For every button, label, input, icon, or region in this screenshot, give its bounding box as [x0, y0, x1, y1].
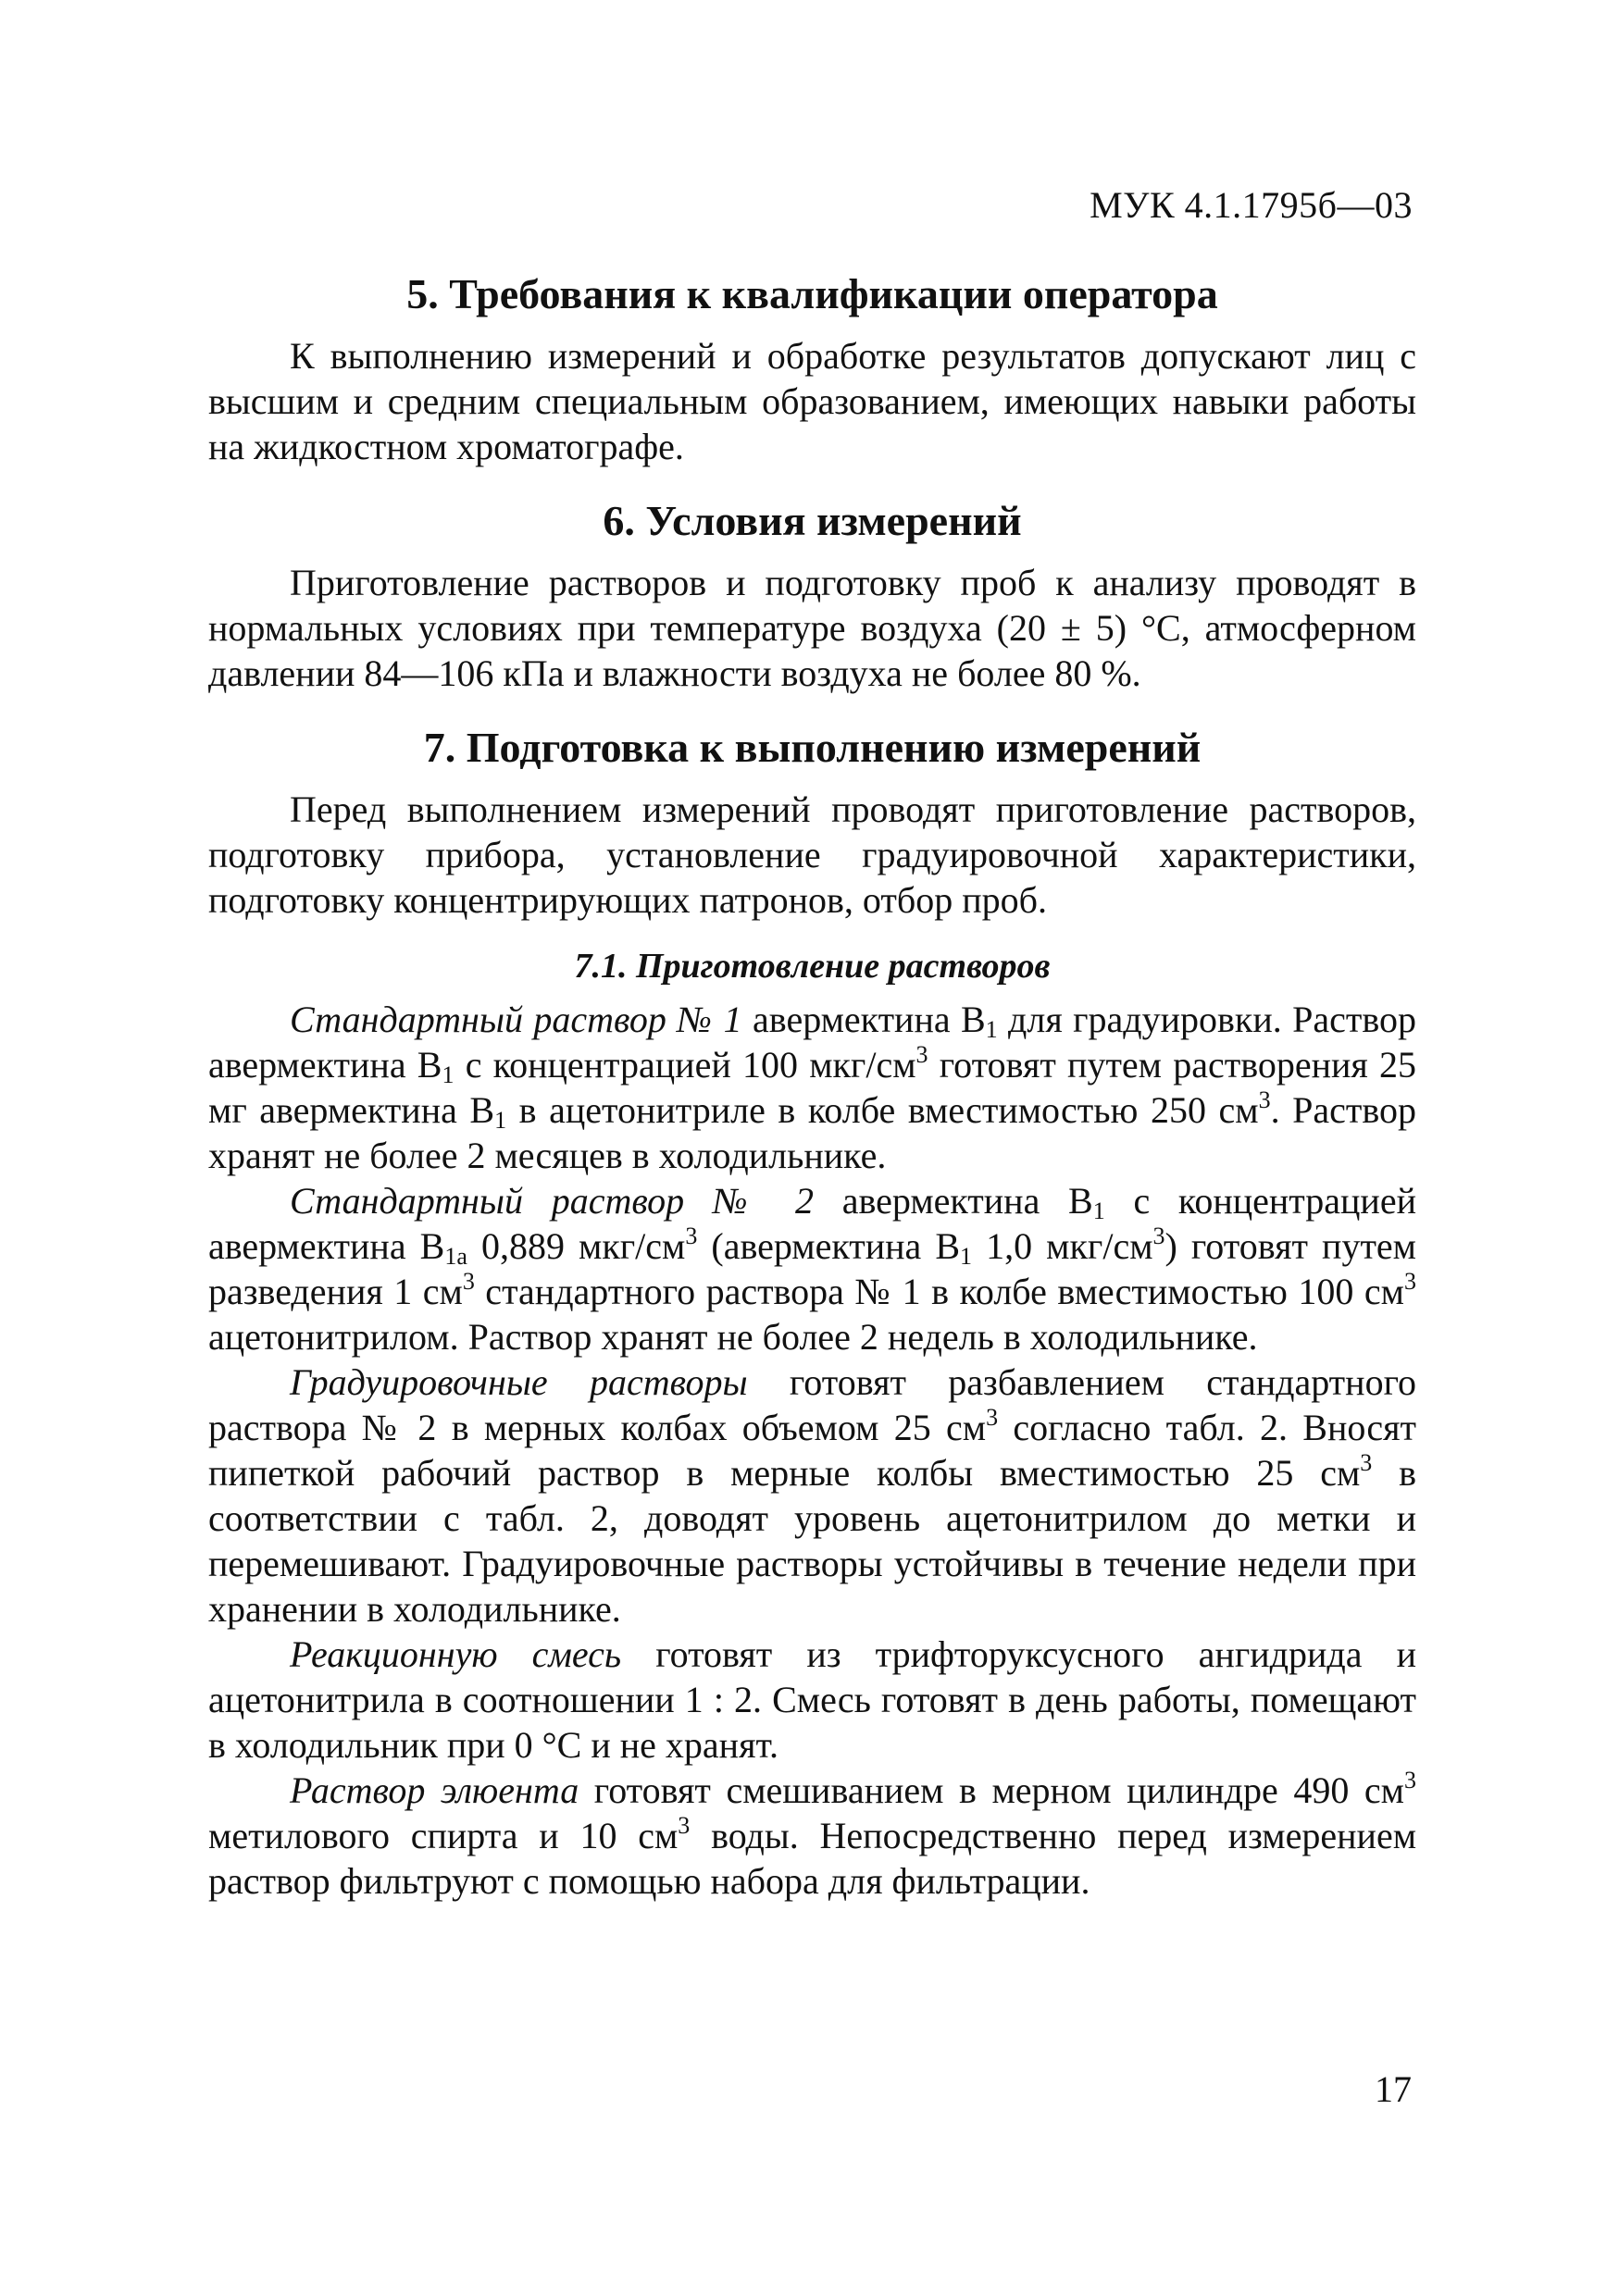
text-run: ацетонитрилом. Раствор хранят не более 2 недель в холодильнике. [208, 1316, 1258, 1358]
reaction-mixture-paragraph [208, 1632, 1416, 1768]
subscript: 1 [1092, 1198, 1105, 1224]
page-number: 17 [1375, 2068, 1412, 2110]
subscript: 1 [985, 1016, 998, 1043]
text-run: с концентрацией 100 мкг/см [454, 1044, 916, 1086]
text-run: готовят путем растворения 25 мг авермектина В [208, 1044, 1417, 1131]
subscript: 1 [494, 1107, 507, 1134]
section-6-paragraph: Приготовление растворов и подготовку проб к анализу проводят в нормальных условиях при температуре воздуха (20 ± 5) °С, атмосферном давлении 84—106 кПа и влажности воздуха не более 80 %. [208, 562, 1416, 694]
text-run: метилового спирта и 10 см [208, 1815, 679, 1856]
text-run: в ацетонитриле в колбе вместимостью 250 см [506, 1089, 1259, 1131]
superscript: 3 [1404, 1268, 1416, 1295]
standard-solution-1-paragraph [208, 997, 1416, 1178]
subscript: 1 [442, 1061, 455, 1088]
text-run: стандартного раствора № 1 в колбе вместимостью 100 см [474, 1271, 1404, 1312]
standard-solution-2-paragraph [208, 1178, 1416, 1359]
text-run: 0,889 мкг/см [467, 1225, 686, 1267]
superscript: 3 [1404, 1767, 1416, 1793]
text-run: . Раствор хранят не более 2 месяцев в холодильнике. [208, 1089, 1416, 1176]
calibration-solutions-term: Градуировочные растворы [290, 1361, 748, 1403]
text-run: ) готовят путем разведения 1 см [208, 1225, 1416, 1312]
text-run: согласно табл. 2. Вносят пипеткой рабочий раствор в мерные колбы вместимостью 25 см [208, 1407, 1416, 1494]
standard-solution-2-term: Стандартный раствор № 2 [290, 1180, 815, 1222]
text-run: готовят из трифторуксусного ангидрида и ацетонитрила в соотношении 1 : 2. Смесь готовят в день работы, помещают в холодильник при 0 °С и не хранят. [208, 1633, 1416, 1766]
page-content [208, 268, 1416, 1904]
superscript: 3 [1258, 1086, 1271, 1113]
calibration-solutions-paragraph [208, 1359, 1416, 1632]
reaction-mixture-term: Реакционную смесь [290, 1633, 622, 1675]
eluent-solution-term: Раствор элюента [290, 1769, 579, 1811]
text-run: авермектина В [741, 999, 986, 1040]
text-run: воды. Непосредственно перед измерением раствор фильтруют с помощью набора для фильтрации. [208, 1815, 1417, 1902]
text-run: с концентрацией авермектина В [208, 1180, 1416, 1267]
subsection-7-1-title: 7.1. Приготовление растворов [574, 947, 1051, 986]
text-run: готовят разбавлением стандартного раствора № 2 в мерных колбах объемом 25 см [208, 1361, 1416, 1448]
standard-solution-1-term: Стандартный раствор № 1 [290, 999, 742, 1040]
section-5-paragraph: К выполнению измерений и обработке результатов допускают лиц с высшим и средним специальным образованием, имеющих навыки работы на жидкостном хроматографе. [208, 335, 1416, 467]
section-7-paragraph: Перед выполнением измерений проводят приготовление растворов, подготовку прибора, установление градуировочной характеристики, подготовку концентрирующих патронов, отбор проб. [208, 788, 1416, 921]
superscript: 3 [1152, 1222, 1165, 1249]
text-run: авермектина В [814, 1180, 1093, 1222]
superscript: 3 [685, 1222, 698, 1249]
superscript: 3 [678, 1812, 691, 1839]
text-run: готовят смешиванием в мерном цилиндре 490 см [579, 1769, 1404, 1811]
eluent-solution-paragraph [208, 1768, 1416, 1904]
section-5-title: 5. Требования к квалификации оператора [406, 270, 1218, 317]
subscript: 1 [960, 1243, 973, 1270]
superscript: 3 [462, 1268, 475, 1295]
superscript: 3 [986, 1404, 999, 1431]
superscript: 3 [915, 1041, 928, 1068]
text-run: для градуировки. Раствор авермектина В [208, 999, 1416, 1086]
text-run: 1,0 мкг/см [972, 1225, 1153, 1267]
text-run: в соответствии с табл. 2, доводят уровень ацетонитрилом до метки и перемешивают. Градуировочные растворы устойчивы в течение недели при хранении в холодильнике. [208, 1452, 1416, 1630]
superscript: 3 [1360, 1449, 1373, 1476]
section-7-title: 7. Подготовка к выполнению измерений [423, 724, 1202, 771]
subscript: 1а [444, 1243, 467, 1270]
document-code: МУК 4.1.1795б—03 [1090, 184, 1413, 226]
text-run: (авермектина В [697, 1225, 961, 1267]
section-6-title: 6. Условия измерений [603, 497, 1022, 544]
